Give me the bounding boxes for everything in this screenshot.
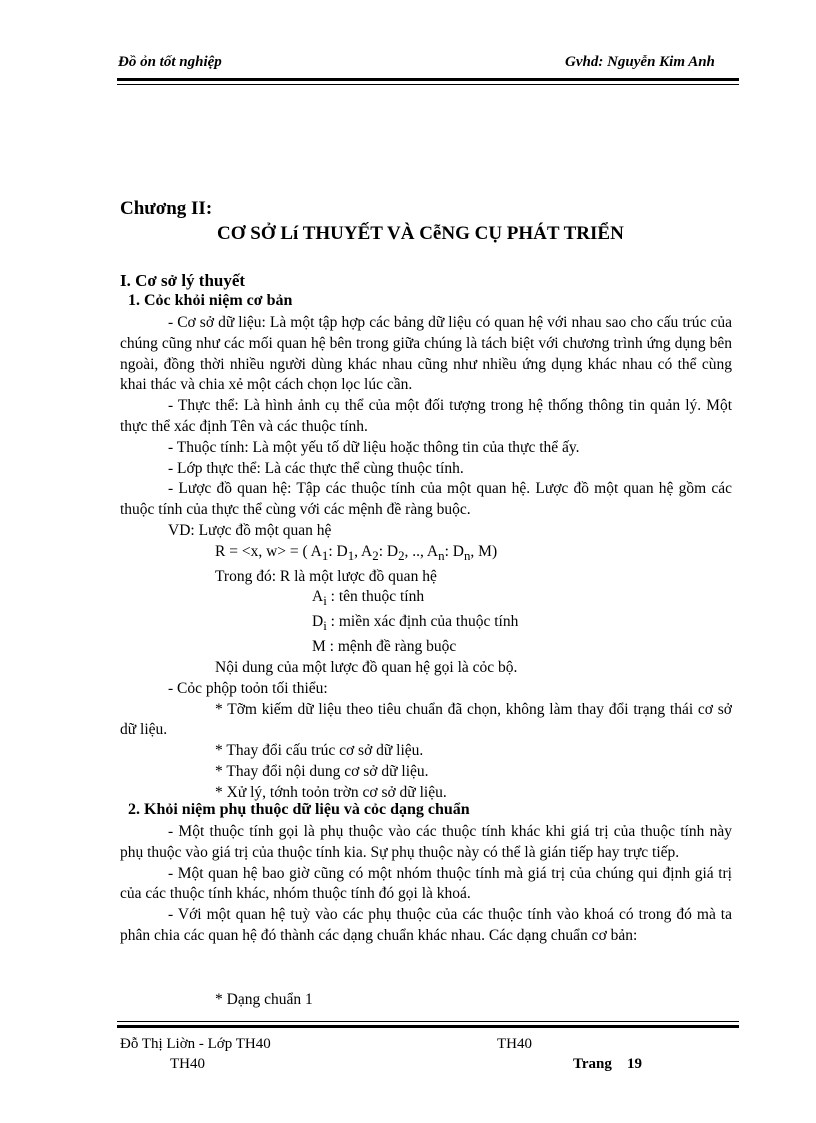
para-thuoc-tinh: - Thuộc tính: Là một yếu tố dữ liệu hoặc thông tin của thực thể ấy. [168, 438, 580, 456]
header-rule-thick [117, 78, 739, 81]
relation-formula: R = <x, w> = ( $A_1$: $D_1$, $A_2$: $D_2$, .., $A_n$: $D_n$, M) [215, 542, 498, 563]
ops-heading: - Cỏc phộp toỏn tối thiểu: [168, 679, 328, 697]
example-label: VD: Lược đồ một quan hệ [168, 521, 332, 539]
footer-class-left: TH40 [170, 1056, 205, 1072]
para-csdl: - Cơ sở dữ liệu: Là một tập hợp các bảng dữ liệu có quan hệ với nhau sao cho cấu trúc của chúng cũng như các mối quan hệ bên trong giữa chúng là tách biệt với chương trình ứng dụng bên ngoài, đồng thời nhiều người dùng khác nhau cũng như nhiều ứng dụng khác nhau có thể cùng khai thác và chia xẻ một cách chọn lọc lúc cần. [120, 314, 732, 394]
header-rule-thin [117, 84, 739, 85]
body-block-1 [120, 313, 732, 804]
op-change-structure: * Thay đổi cấu trúc cơ sở dữ liệu. [215, 742, 424, 760]
def-constraint: M : mệnh đề ràng buộc [312, 638, 457, 656]
chapter-number: Chương II: [120, 198, 213, 219]
def-attribute: $A_i$ : tên thuộc tính [312, 588, 425, 609]
def-domain: $D_i$ : miền xác định của thuộc tính [312, 613, 519, 634]
para-dependency: - Một thuộc tính gọi là phụ thuộc vào các thuộc tính khác khi giá trị của thuộc tính này phụ thuộc vào giá trị của thuộc tính kia. Sự phụ thuộc này có thể là gián tiếp hay trực tiếp. [120, 823, 732, 861]
footer-class-mid: TH40 [497, 1036, 532, 1052]
para-luoc-do: - Lược đồ quan hệ: Tập các thuộc tính của một quan hệ. Lược đồ một quan hệ gồm các thuộc tính của thực thể cùng với các mệnh đề ràng buộc. [120, 480, 732, 519]
normal-form-1: * Dạng chuẩn 1 [215, 991, 313, 1008]
para-key: - Một quan hệ bao giờ cũng có một nhóm thuộc tính mà giá trị của chúng qui định giá trị của các thuộc tính khác, nhóm thuộc tính đó gọi là khoá. [120, 864, 732, 903]
section-title: I. Cơ sở lý thuyết [120, 271, 246, 290]
footer-author: Đỗ Thị Liờn - Lớp TH40 [120, 1036, 271, 1052]
op-search: * Tỡm kiếm dữ liệu theo tiêu chuẩn đã chọn, không làm thay đổi trạng thái cơ sở dữ liệu. [120, 700, 732, 739]
footer-page-number: 19 [627, 1056, 642, 1072]
subsection-1-title: 1. Cỏc khỏi niệm cơ bản [128, 292, 293, 309]
footer-rule-thick [117, 1025, 739, 1028]
para-lop-thuc-the: - Lớp thực thể: Là các thực thể cùng thuộc tính. [168, 459, 464, 477]
para-thuc-the: - Thực thể: Là hình ảnh cụ thể của một đối tượng trong hệ thống thông tin quản lý. Một thực thể xác định Tên và các thuộc tính. [120, 397, 732, 435]
chapter-title: CƠ SỞ Lí THUYẾT VÀ CễNG CỤ PHÁT TRIỂN [217, 223, 624, 244]
para-normal-forms: - Với một quan hệ tuỳ vào các phụ thuộc của các thuộc tính vào khoá có trong đó mà ta phân chia các quan hệ đó thành các dạng chuẩn khác nhau. Các dạng chuẩn cơ bản: [120, 906, 732, 944]
op-change-content: * Thay đổi nội dung cơ sở dữ liệu. [215, 763, 429, 781]
footer-page-label: Trang [573, 1056, 612, 1072]
para-noi-dung: Nội dung của một lược đồ quan hệ gọi là cỏc bộ. [215, 659, 518, 677]
header-right: Gvhd: Nguyễn Kim Anh [565, 54, 715, 70]
header-left: Đồ ỏn tốt nghiệp [118, 54, 222, 70]
subsection-2-title: 2. Khỏi niệm phụ thuộc dữ liệu và cỏc dạng chuẩn [128, 801, 470, 818]
op-compute: * Xử lý, tớnh toỏn trờn cơ sở dữ liệu. [215, 783, 447, 801]
body-block-2 [120, 822, 732, 947]
footer-rule-thin [117, 1021, 739, 1022]
where-clause: Trong đó: R là một lược đồ quan hệ [215, 567, 437, 585]
body-block-3 [120, 990, 732, 1011]
